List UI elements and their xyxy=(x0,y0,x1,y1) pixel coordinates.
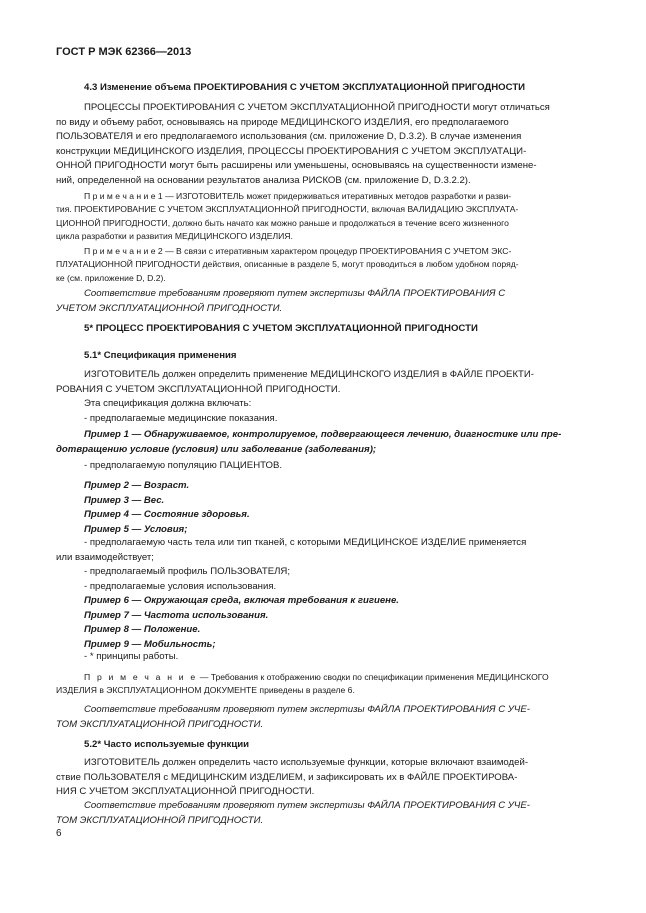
list-item: - предполагаемый профиль ПОЛЬЗОВАТЕЛЯ; xyxy=(84,566,290,578)
text-line: ИЗДЕЛИЯ в ЭКСПЛУАТАЦИОННОМ ДОКУМЕНТЕ приведены в разделе 6. xyxy=(56,685,355,696)
list-item: - предполагаемые медицинские показания. xyxy=(84,412,278,424)
text-line: ИЗГОТОВИТЕЛЬ должен определить часто используемые функции, которые включают взаимодей- xyxy=(84,757,529,768)
section-5-2-title: 5.2* Часто используемые функции xyxy=(84,739,250,750)
section-4-3-compliance xyxy=(56,287,592,316)
text-line: Соответствие требованиям проверяют путем экспертизы ФАЙЛА ПРОЕКТИРОВАНИЯ С УЧЕ- xyxy=(84,800,530,811)
list-item xyxy=(56,650,592,665)
text-line: ке (см. приложение D, D.2). xyxy=(56,272,166,283)
text-line: ИЗГОТОВИТЕЛЬ должен определить применение МЕДИЦИНСКОГО ИЗДЕЛИЯ в ФАЙЛЕ ПРОЕКТИ- xyxy=(84,369,534,380)
document-header: ГОСТ Р МЭК 62366—2013 xyxy=(56,46,192,58)
text-line: Эта спецификация должна включать: xyxy=(84,398,252,410)
text-line: ствие ПОЛЬЗОВАТЕЛЯ с МЕДИЦИНСКИМ ИЗДЕЛИЕМ, и зафиксировать их в ФАЙЛЕ ПРОЕКТИРОВА- xyxy=(56,771,518,783)
note-lead: П р и м е ч а н и е xyxy=(84,672,198,682)
section-4-3-body xyxy=(56,101,592,189)
text-line: Пример 9 — Мобильность; xyxy=(84,638,216,650)
text-line: ОННОЙ ПРИГОДНОСТИ могут быть расширены или уменьшены, основываясь на существенности измене- xyxy=(56,160,537,172)
text-line: - * принципы работы. xyxy=(84,651,179,662)
note-2 xyxy=(56,245,592,285)
text-line: ТОМ ЭКСПЛУАТАЦИОННОЙ ПРИГОДНОСТИ. xyxy=(56,814,264,826)
text-line: конструкции МЕДИЦИНСКОГО ИЗДЕЛИЯ, ПРОЦЕССЫ ПРОЕКТИРОВАНИЯ С УЧЕТОМ ЭКСПЛУАТАЦИ- xyxy=(56,145,527,157)
text-line: ТОМ ЭКСПЛУАТАЦИОННОЙ ПРИГОДНОСТИ. xyxy=(56,718,264,730)
text-line: ПОЛЬЗОВАТЕЛЯ и его предполагаемого использования (см. приложение D, D.3.2). В случае изменения xyxy=(56,131,522,143)
list-item: - предполагаемые условия использования. xyxy=(84,580,277,592)
section-5-1-intro xyxy=(56,368,592,426)
text-line: ПЛУАТАЦИОННОЙ ПРИГОДНОСТИ действия, описанные в разделе 5, могут проводиться в любом удобном поряд- xyxy=(56,259,519,270)
text-line: дотвращению условие (условия) или заболевание (заболевания); xyxy=(56,443,377,455)
text-line: УЧЕТОМ ЭКСПЛУАТАЦИОННОЙ ПРИГОДНОСТИ. xyxy=(56,302,283,314)
text-line: Пример 8 — Положение. xyxy=(84,624,201,636)
text-line: Пример 6 — Окружающая среда, включая требования к гигиене. xyxy=(84,595,399,606)
text-line: ЦИОННОЙ ПРИГОДНОСТИ, должно быть начато как можно раньше и продолжаться в течение всего жизненного xyxy=(56,217,509,228)
text-line: НИЯ С УЧЕТОМ ЭКСПЛУАТАЦИОННОЙ ПРИГОДНОСТИ. xyxy=(56,786,315,798)
section-5-2-body xyxy=(56,756,592,800)
note-1-lead: П р и м е ч а н и е 1 xyxy=(84,191,163,201)
text-line: Соответствие требованиям проверяют путем экспертизы ФАЙЛА ПРОЕКТИРОВАНИЯ С xyxy=(84,288,506,299)
section-5-1-note xyxy=(56,671,592,698)
examples-2-5 xyxy=(56,479,592,537)
examples-6-9 xyxy=(56,594,592,652)
text-line: РОВАНИЯ С УЧЕТОМ ЭКСПЛУАТАЦИОННОЙ ПРИГОДНОСТИ. xyxy=(56,383,341,395)
text-line: — Требования к отображению сводки по спецификации применения МЕДИЦИНСКОГО xyxy=(199,672,549,682)
text-line: цикла разработки и развития МЕДИЦИНСКОГО ИЗДЕЛИЯ. xyxy=(56,231,293,242)
text-line: - предполагаемую часть тела или тип тканей, с которыми МЕДИЦИНСКОЕ ИЗДЕЛИЕ применяется xyxy=(84,537,527,548)
list-items xyxy=(56,536,592,594)
text-line: Пример 3 — Вес. xyxy=(84,494,165,506)
section-5-1-compliance xyxy=(56,703,592,732)
text-line: Пример 1 — Обнаруживаемое, контролируемое, подвергающееся лечению, диагностике или пре- xyxy=(84,429,562,440)
list-item xyxy=(56,459,592,474)
text-line: по виду и объему работ, основываясь на природе МЕДИЦИНСКОГО ИЗДЕЛИЯ, его предполагаемого xyxy=(56,116,509,128)
text-line: Пример 5 — Условия; xyxy=(84,523,188,535)
text-line: — ИЗГОТОВИТЕЛЬ может придерживаться итеративных методов разработки и разви- xyxy=(162,191,512,201)
section-5-2-compliance xyxy=(56,799,592,828)
section-5-title: 5* ПРОЦЕСС ПРОЕКТИРОВАНИЯ С УЧЕТОМ ЭКСПЛУАТАЦИОННОЙ ПРИГОДНОСТИ xyxy=(84,323,478,334)
page-number: 6 xyxy=(56,828,62,839)
text-line: Соответствие требованиям проверяют путем экспертизы ФАЙЛА ПРОЕКТИРОВАНИЯ С УЧЕ- xyxy=(84,704,530,715)
text-line: Пример 7 — Частота использования. xyxy=(84,609,269,621)
note-1 xyxy=(56,190,592,244)
text-line: ний, определенной на основании результатов анализа РИСКОВ (см. приложение D, D.3.2.2). xyxy=(56,174,471,186)
text-line: или взаимодействует; xyxy=(56,551,154,563)
text-line: Пример 4 — Состояние здоровья. xyxy=(84,509,250,521)
note-2-lead: П р и м е ч а н и е 2 xyxy=(84,246,163,256)
text-line: ПРОЦЕССЫ ПРОЕКТИРОВАНИЯ С УЧЕТОМ ЭКСПЛУАТАЦИОННОЙ ПРИГОДНОСТИ могут отличаться xyxy=(84,102,550,113)
section-5-1-title: 5.1* Спецификация применения xyxy=(84,350,237,361)
text-line: Пример 2 — Возраст. xyxy=(84,480,190,491)
text-line: — В связи с итеративным характером процедур ПРОЕКТИРОВАНИЯ С УЧЕТОМ ЭКС- xyxy=(162,246,512,256)
text-line: - предполагаемую популяцию ПАЦИЕНТОВ. xyxy=(84,460,283,471)
example-1 xyxy=(56,428,592,457)
section-4-3-title: 4.3 Изменение объема ПРОЕКТИРОВАНИЯ С УЧЕТОМ ЭКСПЛУАТАЦИОННОЙ ПРИГОДНОСТИ xyxy=(84,82,526,93)
text-line: тия. ПРОЕКТИРОВАНИЕ С УЧЕТОМ ЭКСПЛУАТАЦИОННОЙ ПРИГОДНОСТИ, включая ВАЛИДАЦИЮ ЭКСПЛУАТА- xyxy=(56,204,519,215)
